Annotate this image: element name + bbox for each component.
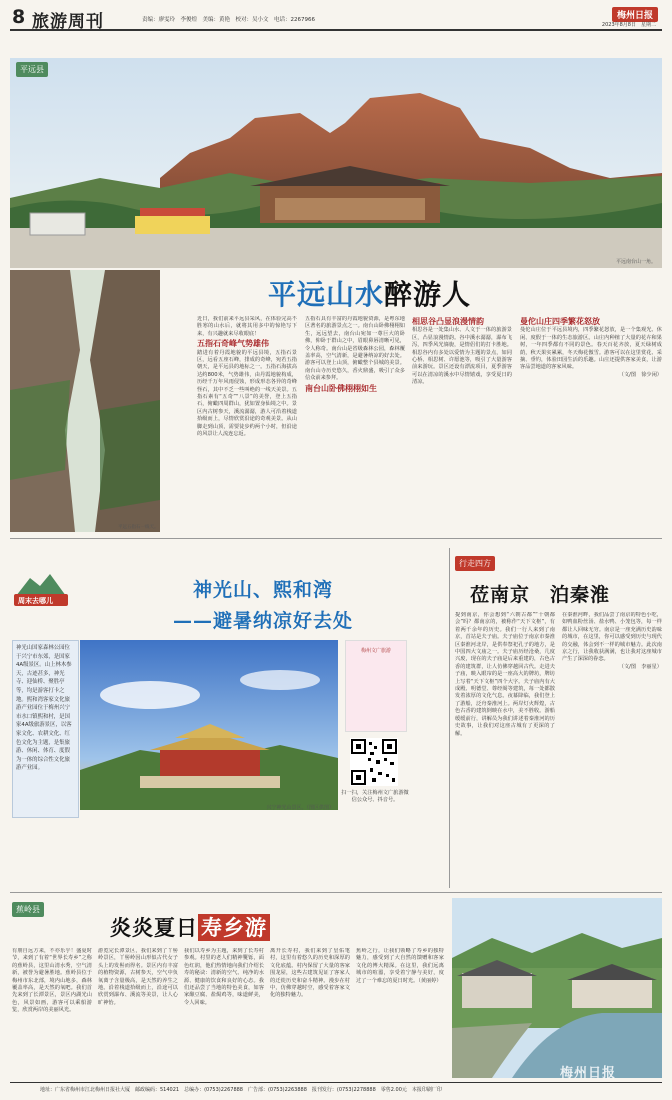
nanjing-headline: 莅南京 泊秦淮 <box>470 584 611 606</box>
top-col-1 <box>197 316 297 530</box>
jiaoling-tag: 蕉岭县 <box>12 902 44 917</box>
mid-headline-1: 神光山、熙和湾 <box>192 579 333 601</box>
page-number: 8 <box>12 6 26 28</box>
nanjing-text2: 在秦淮河畔，我们品尝了南京的特色小吃，如鸭血粉丝汤、盐水鸭、小笼包等，每一样都让人回味无穷。南京是一座充满历史韵味的城市，在这里，你可以感受到历史与现代的交融，体会到不一样的城市魅力。此次南京之行，让我收获满满，也让我对这座城市产生了深深的眷恋。 <box>562 612 662 663</box>
top-headline-blue: 平远山水 <box>268 278 385 311</box>
wechat-thumb-text: 梅州文广旅游 <box>360 648 391 654</box>
five-finger-caption: 平远五指石一线天。 <box>118 525 159 530</box>
mid-intro-text: 神光山国家森林公园位于兴宁市东郊，是国家4A级景区。山上林木参天，古迹甚多，神光寺、迎仙桥、聚胜亭等，均是游客打卡之地。熙和湾客家文化旅游产业园位于梅州兴宁市水口镇熙和村，是国家4A级旅游景区，以客家文化、农耕文化、红色文化为主题，是集旅游、休闲、体育、度假为一体的综合性文化旅游产业园。 <box>16 645 72 772</box>
qr-caption: 扫一扫，关注梅州文广旅游微信公众号、抖音号。 <box>341 790 409 803</box>
temple-illustration <box>80 640 338 810</box>
nanjing-text: 提到南京，你会想到“六朝古都”“十朝都会”吗？都南京的，被称作“天下文枢”，有着两千余年的历史。我们一行人来到了南京，首站是夫子庙。夫子庙位于南京市秦淮区秦淮河北岸，是供奉祭祀孔子的地方，是中国四大文庙之一。夫子庙历经沧桑，几度兴废，现在的夫子庙是后来重建的，古色古香的建筑群，让人仿佛穿越回古代。走进夫子庙，映入眼帘的是一座高大的牌坊，牌坊上写着“天下文枢”四个大字。夫子庙内有大成殿、明德堂、尊经阁等建筑，每一处都散发着浓厚的文化气息。夜幕降临，我们登上了游船，泛舟秦淮河上。两岸灯火辉煌，古色古香的建筑倒映在水中，美不胜收。游船缓缓前行，讲解员为我们讲述着秦淮河的历史故事，让我们对这座古城有了更深的了解。 <box>455 612 555 737</box>
subhead-2: 南台山卧佛栩栩如生 <box>305 383 377 393</box>
village-illustration <box>452 898 662 1078</box>
section-title: 旅游周刊 <box>32 12 104 32</box>
top-col-2 <box>305 316 405 530</box>
brand-logo <box>612 7 658 22</box>
brand-logo-text: 梅州日报 <box>616 11 653 21</box>
nanjing-col-1 <box>455 612 555 887</box>
wechat-thumb <box>345 640 407 732</box>
mid-intro-box <box>12 640 79 818</box>
bottom-col-3 <box>184 948 264 1078</box>
issue-date: 2023年8月8日 星期二 <box>601 22 656 28</box>
bottom-col-5 <box>356 948 444 1078</box>
watermark: 梅州日报 <box>560 1066 617 1081</box>
top-col3-text: 相思谷是一处集山水、人文于一体的旅游景区，凸显浪漫情韵。谷中溪水潺潺，瀑布飞泻，四季风光旖旎，是情侣们的打卡胜地。相思谷内有多处以爱情为主题的景点，如同心桥、相思树、许愿池等，吸引了大量游客前来游玩。景区还设有漂流项目，夏季游客可以在清凉的溪水中尽情嬉戏，享受夏日的清凉。 <box>412 327 512 386</box>
masthead <box>10 5 662 31</box>
credits: 责编：廖雯玲 李俊煌 美编：黄艳 校对：吴小文 电话：2267966 <box>142 17 315 23</box>
top-landscape-photo <box>10 58 662 268</box>
bottom-col4-text: 离开长寿村，我们来到了皇佑笔村，这里有着悠久的历史和深厚的文化底蕴。村内保留了大量的客家围龙屋，这些古建筑见证了客家人的迁徙历史和奋斗精神。漫步在村中，仿佛穿越时空，感受着客家文化的独特魅力。 <box>270 948 350 999</box>
nanjing-col-2 <box>562 612 662 887</box>
qr-code-icon <box>350 738 398 786</box>
mid-photo-caption: 兴宁神光山景区。（图区供图） <box>266 805 334 810</box>
bottom-col1-text: 有朋自远方来，不亦乐乎！盛夏时节，来到了有着“世界长寿乡”之称的蕉岭县，这里山清水秀，空气清新，被誉为避暑胜地。蕉岭县位于梅州市东北部，境内山地多，森林覆盖率高，是天然的氧吧。我们首先来到了长潭景区，景区内湖光山色，风景如画，游客可以乘船游览，欣赏两岸的美丽风光。 <box>12 948 92 1014</box>
landscape-illustration <box>10 58 662 268</box>
footer-text: 地址：广东省梅州市江北梅州日报社大厦 邮政编码：514021 总编办：(0753)2267888 广告部：(0753)2263888 报刊发行：(0753)2278888 零售2.00元 本报印刷厂印 <box>40 1087 442 1093</box>
bottom-col3-text: 我们以寿乡为主题，来到了长寿村参观。村里的老人们精神矍铄，面色红润，他们热情地向我们介绍长寿的秘诀：清新的空气、纯净的水源、健康的饮食和良好的心态。我们还品尝了当地的特色美食，如客家酿豆腐、盐焗鸡等，味道鲜美，令人回味。 <box>184 948 264 1006</box>
weekend-tag-text: 周末去哪儿 <box>18 597 53 605</box>
mid-left-headline <box>78 575 448 633</box>
top-col-3 <box>412 316 512 530</box>
top-col4-text: 曼佗山庄位于平远县境内，四季繁花怒放，是一个集观光、休闲、度假于一体的生态旅游区。山庄内种植了大量的花卉和果树，一年四季都有不同的景色。春天百花齐放，夏天绿树成荫，秋天果实累累，冬天梅花傲雪。游客可以在这里赏花、采摘、垂钓，体验田园生活的乐趣。山庄还提供客家美食，让游客品尝地道的客家风味。 <box>520 327 662 371</box>
top-headline-black: 醉游人 <box>384 278 472 311</box>
weekend-tag <box>12 568 70 608</box>
footer <box>10 1082 662 1097</box>
divider-1 <box>10 538 662 539</box>
county-tag: 平远县 <box>16 62 48 77</box>
bottom-col-2 <box>98 948 178 1078</box>
bottom-col-1 <box>12 948 92 1078</box>
divider-2 <box>10 892 662 893</box>
shenguang-mountain-photo <box>80 640 338 810</box>
top-col-4 <box>520 316 662 530</box>
subhead-4: 曼佗山庄四季繁花怒放 <box>520 317 600 326</box>
qr-code[interactable] <box>350 738 398 786</box>
top-headline <box>268 273 588 311</box>
top-photo-caption: 平远南台山一角。 <box>615 259 656 265</box>
bottom-col-4 <box>270 948 350 1078</box>
divider-v <box>449 548 450 888</box>
mid-headline-2: ——避暑纳凉好去处 <box>172 610 353 632</box>
bottom-col5-text: 蕉岭之行，让我们领略了寿乡的独特魅力，感受到了大自然的馈赠和客家文化的博大精深。在这里，我们远离城市的喧嚣，享受着宁静与美好，度过了一个难忘的夏日时光。（黄丽婷） <box>356 948 444 984</box>
bottom-col2-text: 游览完长潭景区，我们来到了丫髻岭景区，丫髻岭因山形似古代女子头上的发髻而得名。景区内有丰富的植物资源，古树参天，空气中负氧离子含量极高，是天然的养生之地。沿着栈道拾级而上，沿途可以欣赏到瀑布、溪流等美景，让人心旷神怡。 <box>98 948 178 1006</box>
bottom-headline-red: 寿乡游 <box>198 914 270 941</box>
top-col1-text: 踏进有着丹霞地貌的平远县境，五指石景区，远看五座石峰，排成的奇峰，宛若五指朝天，是平远县的地标之一。五指石海拔高达约800米，气势雄伟，由丹霞地貌构成，历经千万年风雨侵蚀，形成形态各异的奇峰怪石，其中不乏一些叫绝的一线天美景。五指石素有“五奇”“八景”的美誉，登上五指石，俯瞰四周群山，犹如置身仙境之中。景区内古树参天，溪流潺潺，游人可沿着栈道拾级而上，尽情欣赏沿途的奇观美景。从山脚走到山顶，需要徒步约两个小时，但沿途的风景让人流连忘返。 <box>197 349 297 438</box>
bottom-headline <box>110 912 440 942</box>
top-author: （文/图 徐少闲） <box>618 371 662 378</box>
nanjing-author: （文/图 李丽星） <box>618 663 662 670</box>
subhead-3: 相思谷凸显浪漫情韵 <box>412 317 484 326</box>
five-finger-rock-photo <box>10 270 160 532</box>
jiaoling-village-photo <box>452 898 662 1078</box>
top-col2-text-a: 五指石具有丰富的丹霞地貌资源，是粤东地区著名的旅游景点之一。南台山卧佛栩栩如生，远远望去，南台山宛如一尊巨大的卧佛，仰卧于群山之中，眉眼鼻唇清晰可见，令人称奇。南台山是省级森林公园，森林覆盖率高，空气清新，是避暑纳凉的好去处。游客可以登上山顶，俯瞰整个县城的美景。南台山寺历史悠久，香火鼎盛，吸引了众多信众前来参拜。 <box>305 316 405 382</box>
top-intro-text: 近日，我们前来平远县采风，在体验完高不胜寒的山水后，就将其用多中的惊艳写下来，有兴趣就来尽收眼底！ <box>197 316 297 337</box>
travel-tag: 行走四方 <box>455 556 495 571</box>
subhead-1: 五指石奇峰气势雄伟 <box>197 339 269 349</box>
bottom-headline-black: 炎炎夏日 <box>110 915 198 940</box>
cliff-illustration <box>10 270 160 532</box>
